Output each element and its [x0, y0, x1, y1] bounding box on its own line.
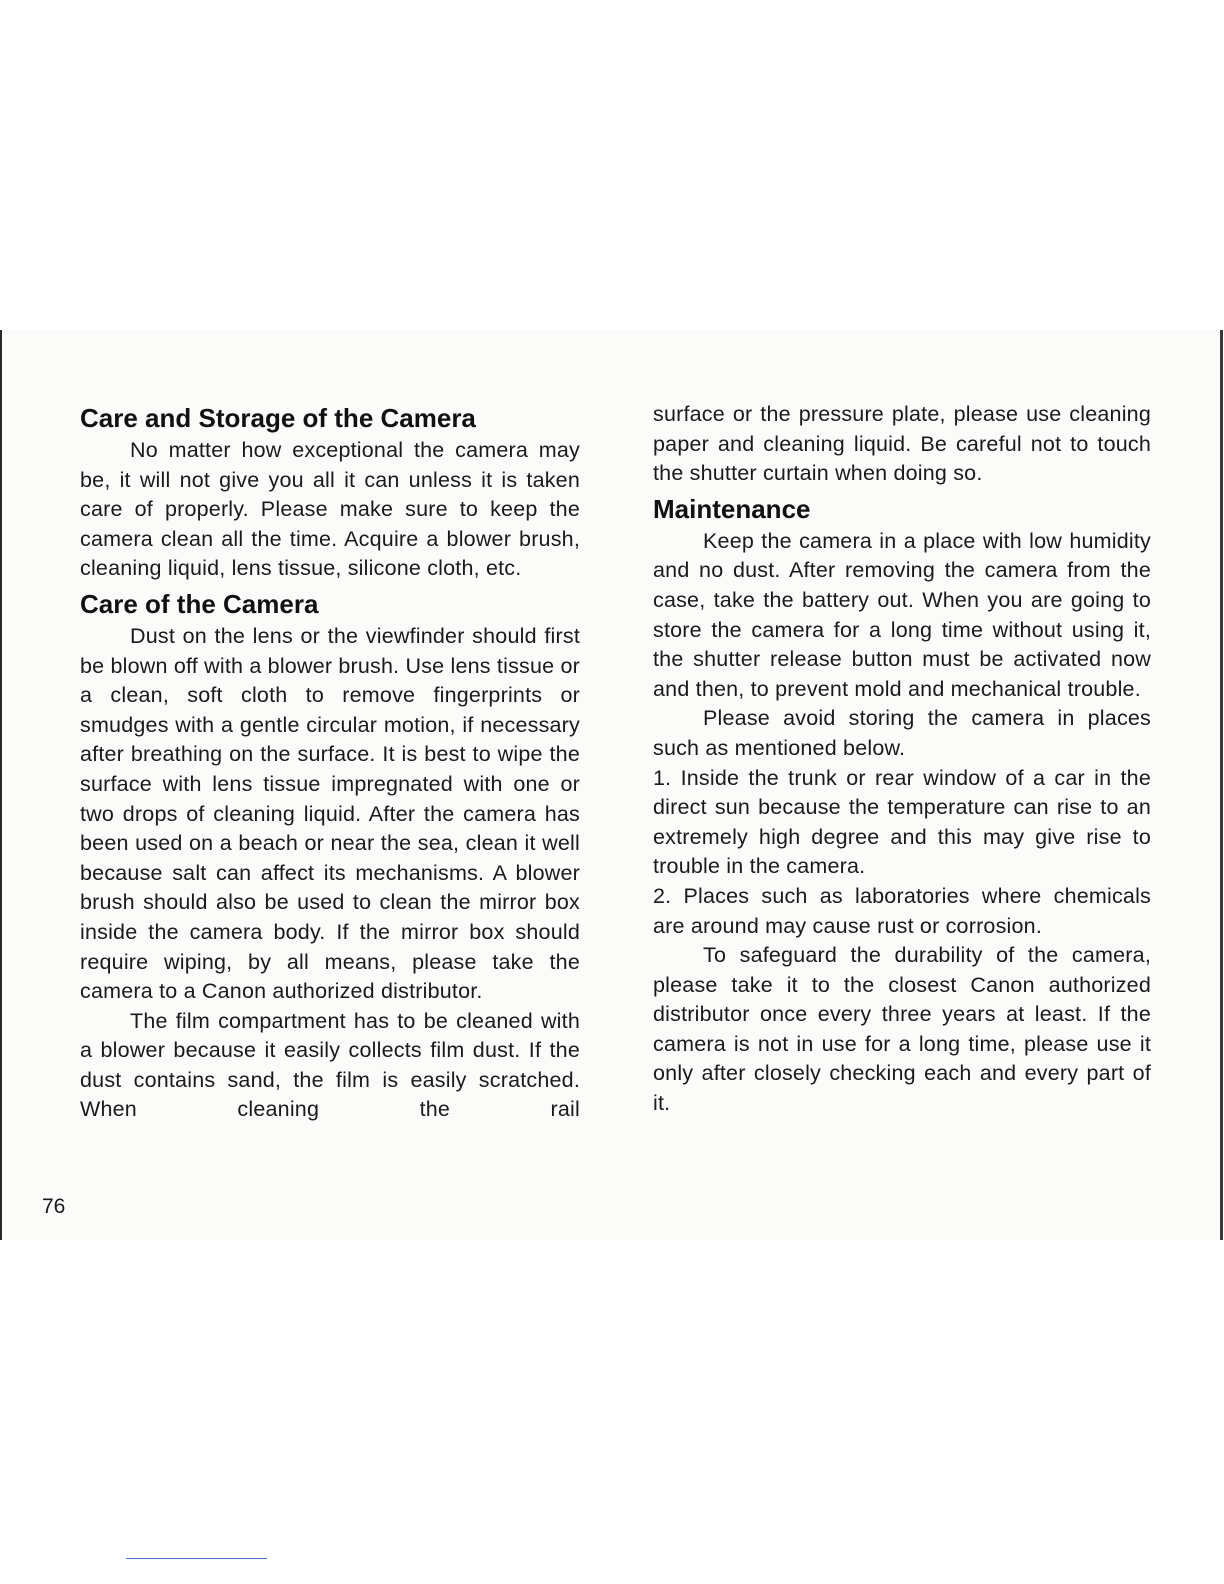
paragraph-safeguard: To safeguard the durability of the camera, please take it to the closest Canon authorized distributor once every three years at least. If the camera is not in use for a long time, please use it only after closely checking each and every part of it. [653, 943, 1151, 1116]
paragraph-avoid-storing: Please avoid storing the camera in places such as mentioned below. [653, 706, 1151, 760]
left-column [80, 400, 580, 1125]
scan-left-edge [0, 330, 2, 1240]
paragraph-care-of-camera: Dust on the lens or the viewfinder should first be blown off with a blower brush. Use lens tissue or a clean, soft cloth to remove fingerprints or smudges with a gentle circular motion, if necessary after breathing on the surface. It is best to wipe the surface with lens tissue impregnated with one or two drops of cleaning liquid. After the camera has been used on a beach or near the sea, clean it well because salt can affect its mechanisms. A blower brush should also be used to clean the mirror box inside the camera body. If the mirror box should require wiping, by all means, please take the camera to a Canon authorized distributor. [80, 623, 580, 1004]
footer-rule [126, 1558, 267, 1559]
list-item-1: 1. Inside the trunk or rear window of a car in the direct sun because the temperature can rise to an extremely high degree and this may give rise to trouble in the camera. [653, 765, 1151, 879]
list-item-2: 2. Places such as laboratories where chemicals are around may cause rust or corrosion. [653, 883, 1151, 938]
paragraph-film-compartment: The film compartment has to be cleaned with a blower because it easily collects film dust. If the dust contains sand, the film is easily scratched. When cleaning the rail [80, 1008, 580, 1122]
right-column [653, 400, 1151, 1119]
paragraph-maintenance: Keep the camera in a place with low humidity and no dust. After removing the camera from the case, take the battery out. When you are going to store the camera for a long time without using it, the shutter release button must be activated now and then, to prevent mold and mechanical trouble. [653, 528, 1151, 701]
page-number: 76 [42, 1195, 66, 1218]
paragraph-care-and-storage: No matter how exceptional the camera may be, it will not give you all it can unless it is taken care of properly. Please make sure to keep the camera clean all the time. Acquire a blower brush, cleaning liquid, lens tissue, silicone cloth, etc. [80, 438, 580, 581]
scan-right-edge [1220, 330, 1223, 1240]
paragraph-continued: surface or the pressure plate, please use cleaning paper and cleaning liquid. Be careful not to touch the shutter curtain when doing so. [653, 402, 1151, 486]
heading-care-and-storage: Care and Storage of the Camera [80, 403, 476, 433]
heading-care-of-camera: Care of the Camera [80, 588, 319, 619]
heading-maintenance: Maintenance [653, 493, 811, 524]
